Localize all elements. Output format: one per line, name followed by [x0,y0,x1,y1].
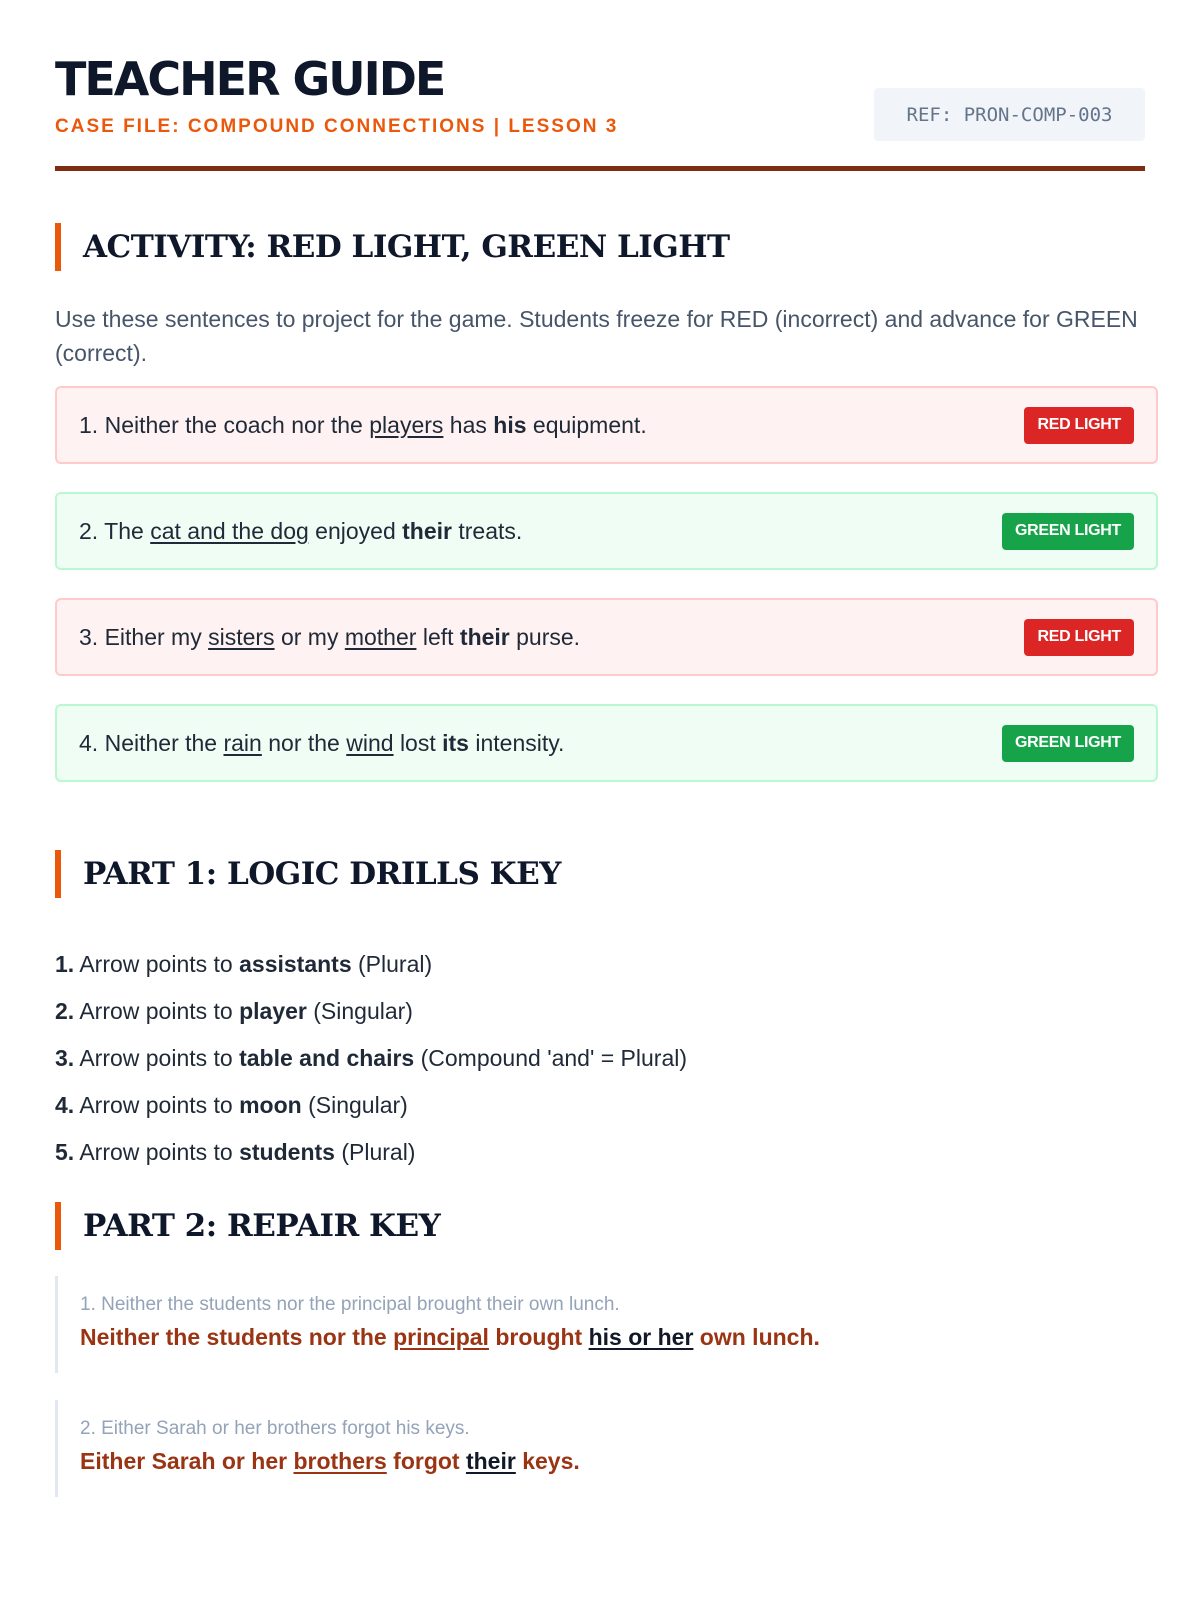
green-light-badge: GREEN LIGHT [1002,725,1134,762]
page-title: TEACHER GUIDE [55,52,445,106]
list-item: 4. Arrow points to moon (Singular) [55,1092,408,1118]
list-item: 5. Arrow points to students (Plural) [55,1139,416,1165]
activity-sentence-card [55,492,1158,570]
pronoun-bold: its [442,729,469,756]
original-sentence: 2. Either Sarah or her brothers forgot his keys. [80,1418,470,1439]
antecedent-underline: cat and the dog [150,517,309,544]
case-file-subtitle: CASE FILE: COMPOUND CONNECTIONS | LESSON 3 [55,116,619,137]
antecedent-underline: players [369,411,444,438]
logic-drills-list [55,950,687,1185]
red-light-badge: RED LIGHT [1024,407,1134,444]
repair-item [55,1276,955,1373]
list-item: 3. Arrow points to table and chairs (Compound 'and' = Plural) [55,1045,688,1071]
activity-heading: ACTIVITY: RED LIGHT, GREEN LIGHT [55,223,730,271]
page-header [55,0,1145,171]
activity-sentence-card [55,386,1158,464]
original-sentence: 1. Neither the students nor the principal brought their own lunch. [80,1294,620,1315]
sentence-text: 3. Either my sisters or my mother left their purse. [79,623,581,650]
part2-heading: PART 2: REPAIR KEY [55,1202,440,1250]
activity-intro: Use these sentences to project for the game. Students freeze for RED (incorrect) and advance for GREEN (correct). [55,306,1138,366]
antecedent-underline: sisters [208,623,275,650]
part1-heading: PART 1: LOGIC DRILLS KEY [55,850,561,898]
reference-code-badge: REF: PRON-COMP-003 [874,88,1145,141]
pronoun-bold: his [493,411,527,438]
pronoun-bold: their [402,517,452,544]
list-item: 2. Arrow points to player (Singular) [55,998,413,1024]
red-light-badge: RED LIGHT [1024,619,1134,656]
repair-item [55,1400,955,1497]
teacher-guide-page [0,0,1200,171]
antecedent-underline: wind [346,729,394,756]
antecedent-underline: rain [223,729,262,756]
activity-sentence-card [55,704,1158,782]
corrected-sentence: Either Sarah or her brothers forgot their keys. [80,1448,580,1474]
antecedent-underline: mother [344,623,417,650]
sentence-text: 1. Neither the coach nor the players has his equipment. [79,411,647,438]
pronoun-bold: their [459,623,510,650]
green-light-badge: GREEN LIGHT [1002,513,1134,550]
sentence-text: 4. Neither the rain nor the wind lost its intensity. [79,729,565,756]
corrected-sentence: Neither the students nor the principal brought his or her own lunch. [80,1324,820,1350]
sentence-text: 2. The cat and the dog enjoyed their treats. [79,517,523,544]
activity-sentence-card [55,598,1158,676]
list-item: 1. Arrow points to assistants (Plural) [55,951,433,977]
